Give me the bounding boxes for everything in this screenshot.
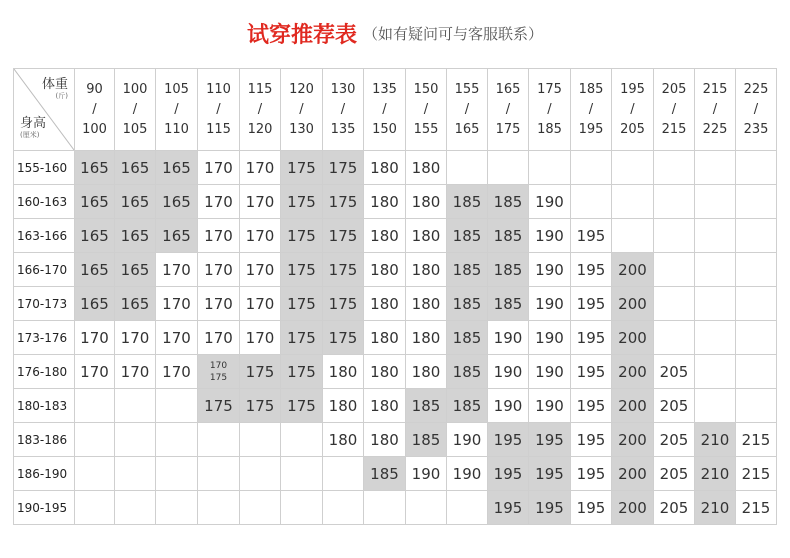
size-cell: 205 xyxy=(654,423,695,457)
height-range-label: 155-160 xyxy=(14,151,75,185)
size-cell: 195 xyxy=(529,457,571,491)
weight-header-part: / xyxy=(464,101,470,117)
size-cell xyxy=(654,151,695,185)
header-row xyxy=(14,69,777,151)
table-row xyxy=(14,355,777,389)
size-cell: 215 xyxy=(736,491,777,525)
size-table xyxy=(13,68,777,525)
weight-header-part: / xyxy=(132,101,138,117)
weight-column-header xyxy=(488,69,529,151)
size-cell: 175 xyxy=(281,185,323,219)
size-cell: 170 xyxy=(75,321,115,355)
height-range-label: 186-190 xyxy=(14,457,75,491)
size-cell: 165 xyxy=(75,253,115,287)
weight-header-part: / xyxy=(588,101,594,117)
size-cell: 175 xyxy=(323,321,364,355)
size-cell: 195 xyxy=(571,389,612,423)
size-cell: 200 xyxy=(612,423,654,457)
weight-header-part: 150 xyxy=(413,81,439,97)
weight-column-header xyxy=(364,69,406,151)
size-cell: 200 xyxy=(612,491,654,525)
page-title: 试穿推荐表 xyxy=(246,23,357,48)
size-cell: 170 xyxy=(75,355,115,389)
size-cell: 165 xyxy=(115,219,156,253)
size-cell: 170 xyxy=(156,287,198,321)
weight-header-part: / xyxy=(505,101,511,117)
weight-header-part: 135 xyxy=(330,121,356,137)
size-cell: 185 xyxy=(488,253,529,287)
size-cell: 200 xyxy=(612,457,654,491)
size-cell xyxy=(115,457,156,491)
height-range-label: 173-176 xyxy=(14,321,75,355)
weight-header-part: 100 xyxy=(82,121,107,137)
size-cell: 195 xyxy=(571,355,612,389)
size-cell: 175 xyxy=(281,219,323,253)
size-cell xyxy=(115,491,156,525)
size-cell: 180 xyxy=(364,253,406,287)
size-cell xyxy=(115,389,156,423)
height-unit: (厘米) xyxy=(20,131,40,139)
size-cell xyxy=(695,253,736,287)
size-cell: 170 xyxy=(198,253,240,287)
weight-header-part: 135 xyxy=(372,81,397,97)
size-cell: 170 xyxy=(115,355,156,389)
size-cell xyxy=(240,423,281,457)
size-cell: 200 xyxy=(612,389,654,423)
size-cell: 170 xyxy=(198,287,240,321)
size-cell: 195 xyxy=(529,423,571,457)
size-cell: 195 xyxy=(571,321,612,355)
size-cell: 195 xyxy=(488,491,529,525)
height-range-label: 160-163 xyxy=(14,185,75,219)
weight-header-part: / xyxy=(299,101,304,117)
size-cell: 175 xyxy=(281,355,323,389)
weight-header-part: 130 xyxy=(330,81,356,97)
size-cell xyxy=(323,457,364,491)
size-cell: 200 xyxy=(612,253,654,287)
size-cell: 170 175 xyxy=(198,355,240,389)
size-cell: 180 xyxy=(323,355,364,389)
size-cell xyxy=(156,423,198,457)
size-cell: 165 xyxy=(156,219,198,253)
weight-label: 体重 (斤) xyxy=(41,77,68,100)
size-cell xyxy=(281,491,323,525)
size-cell: 190 xyxy=(447,457,488,491)
size-cell: 180 xyxy=(406,321,447,355)
size-cell: 180 xyxy=(406,219,447,253)
weight-column-header xyxy=(406,69,447,151)
size-cell xyxy=(240,491,281,525)
size-cell: 185 xyxy=(447,185,488,219)
weight-header-part: 215 xyxy=(661,121,687,137)
page-subtitle: （如有疑问可与客服联系） xyxy=(363,25,544,43)
size-cell: 185 xyxy=(447,253,488,287)
size-cell: 180 xyxy=(323,423,364,457)
size-cell: 195 xyxy=(529,491,571,525)
table-row xyxy=(14,253,777,287)
size-cell: 170 xyxy=(156,355,198,389)
size-cell: 195 xyxy=(571,219,612,253)
height-range-label: 166-170 xyxy=(14,253,75,287)
weight-unit: (斤) xyxy=(55,92,68,100)
size-cell xyxy=(695,321,736,355)
height-range-label: 180-183 xyxy=(14,389,75,423)
size-cell: 165 xyxy=(115,287,156,321)
size-cell xyxy=(75,457,115,491)
size-cell: 165 xyxy=(75,219,115,253)
size-cell xyxy=(736,219,777,253)
weight-header-part: 195 xyxy=(620,81,645,97)
size-cell: 205 xyxy=(654,457,695,491)
weight-header-part: 225 xyxy=(743,81,769,97)
size-cell xyxy=(447,491,488,525)
size-cell xyxy=(571,151,612,185)
size-cell xyxy=(323,491,364,525)
size-cell: 210 xyxy=(695,491,736,525)
weight-column-header xyxy=(736,69,777,151)
size-cell xyxy=(736,287,777,321)
weight-header-part: 215 xyxy=(702,81,728,97)
weight-header-part: 205 xyxy=(661,81,687,97)
size-cell xyxy=(654,185,695,219)
size-cell xyxy=(488,151,529,185)
height-label: 身高 (厘米) xyxy=(20,116,47,139)
size-cell xyxy=(281,457,323,491)
size-cell: 200 xyxy=(612,321,654,355)
weight-column-header xyxy=(240,69,281,151)
weight-column-header xyxy=(529,69,571,151)
size-cell xyxy=(695,389,736,423)
weight-header-part: 130 xyxy=(289,121,314,137)
size-cell: 190 xyxy=(488,355,529,389)
size-cell xyxy=(654,287,695,321)
size-cell xyxy=(695,219,736,253)
size-cell xyxy=(75,389,115,423)
table-row xyxy=(14,219,777,253)
height-range-label: 176-180 xyxy=(14,355,75,389)
size-cell: 165 xyxy=(115,253,156,287)
table-row xyxy=(14,389,777,423)
size-cell: 215 xyxy=(736,457,777,491)
corner-cell xyxy=(14,69,75,151)
weight-column-header xyxy=(695,69,736,151)
size-cell: 175 xyxy=(323,253,364,287)
size-cell xyxy=(695,355,736,389)
weight-header-part: 205 xyxy=(620,121,645,137)
size-cell: 195 xyxy=(571,491,612,525)
height-range-label: 190-195 xyxy=(14,491,75,525)
size-cell: 165 xyxy=(115,151,156,185)
weight-column-header xyxy=(612,69,654,151)
weight-header-part: / xyxy=(547,101,552,117)
size-cell xyxy=(198,457,240,491)
size-cell: 195 xyxy=(488,423,529,457)
size-cell: 165 xyxy=(156,151,198,185)
size-cell xyxy=(240,457,281,491)
size-cell: 170 xyxy=(156,321,198,355)
size-cell: 175 xyxy=(240,355,281,389)
size-cell: 170 xyxy=(198,151,240,185)
weight-header-part: 175 xyxy=(537,81,562,97)
weight-header-part: / xyxy=(92,101,97,117)
weight-header-part: / xyxy=(257,101,263,117)
size-cell: 185 xyxy=(447,321,488,355)
table-row xyxy=(14,423,777,457)
size-cell: 170 xyxy=(240,151,281,185)
weight-header-part: 105 xyxy=(122,121,148,137)
size-cell xyxy=(571,185,612,219)
size-cell: 210 xyxy=(695,457,736,491)
size-cell: 170 xyxy=(198,321,240,355)
size-cell: 195 xyxy=(571,287,612,321)
weight-header-part: / xyxy=(671,101,677,117)
size-cell: 190 xyxy=(529,321,571,355)
size-cell: 180 xyxy=(364,355,406,389)
size-cell: 170 xyxy=(198,185,240,219)
size-cell: 185 xyxy=(447,219,488,253)
weight-header-part: 175 xyxy=(495,121,521,137)
size-cell xyxy=(198,423,240,457)
size-cell: 190 xyxy=(488,389,529,423)
size-cell xyxy=(736,321,777,355)
size-cell: 185 xyxy=(488,287,529,321)
size-cell xyxy=(156,491,198,525)
weight-header-part: 195 xyxy=(578,121,604,137)
size-cell: 205 xyxy=(654,355,695,389)
weight-column-header xyxy=(198,69,240,151)
size-cell: 175 xyxy=(323,287,364,321)
size-cell: 180 xyxy=(364,185,406,219)
size-cell: 215 xyxy=(736,423,777,457)
weight-header-part: 185 xyxy=(578,81,604,97)
size-cell: 175 xyxy=(281,253,323,287)
size-cell xyxy=(156,389,198,423)
size-cell: 170 xyxy=(156,253,198,287)
weight-header-part: / xyxy=(753,101,759,117)
size-cell: 210 xyxy=(695,423,736,457)
size-cell xyxy=(736,151,777,185)
weight-header-part: 90 xyxy=(86,81,103,97)
size-cell: 205 xyxy=(654,389,695,423)
size-cell xyxy=(115,423,156,457)
size-cell: 175 xyxy=(198,389,240,423)
size-cell: 195 xyxy=(571,423,612,457)
size-cell xyxy=(612,219,654,253)
size-cell xyxy=(695,185,736,219)
size-cell xyxy=(406,491,447,525)
table-row xyxy=(14,151,777,185)
size-cell: 200 xyxy=(612,287,654,321)
size-cell: 180 xyxy=(364,219,406,253)
size-cell: 165 xyxy=(156,185,198,219)
size-cell xyxy=(695,287,736,321)
size-cell: 190 xyxy=(529,219,571,253)
size-cell: 180 xyxy=(406,287,447,321)
chart-title xyxy=(0,18,790,58)
weight-header-part: / xyxy=(340,101,346,117)
size-cell: 185 xyxy=(447,287,488,321)
size-cell: 185 xyxy=(488,185,529,219)
weight-header-part: 120 xyxy=(289,81,314,97)
size-cell xyxy=(198,491,240,525)
size-cell xyxy=(654,321,695,355)
size-cell: 185 xyxy=(447,389,488,423)
size-cell: 170 xyxy=(115,321,156,355)
size-cell: 180 xyxy=(406,253,447,287)
weight-column-header xyxy=(447,69,488,151)
size-cell xyxy=(281,423,323,457)
size-cell: 180 xyxy=(364,423,406,457)
size-cell xyxy=(736,185,777,219)
size-cell: 175 xyxy=(281,321,323,355)
weight-header-part: 115 xyxy=(247,81,273,97)
size-cell: 175 xyxy=(281,389,323,423)
size-cell: 165 xyxy=(75,185,115,219)
table-row xyxy=(14,321,777,355)
size-cell xyxy=(447,151,488,185)
size-cell xyxy=(75,423,115,457)
size-cell: 190 xyxy=(529,185,571,219)
weight-header-part: 110 xyxy=(206,81,231,97)
weight-column-header xyxy=(281,69,323,151)
size-cell xyxy=(736,253,777,287)
weight-header-part: / xyxy=(216,101,221,117)
weight-header-part: 155 xyxy=(454,81,480,97)
weight-header-part: 235 xyxy=(743,121,769,137)
weight-header-part: 110 xyxy=(164,121,189,137)
size-cell xyxy=(612,185,654,219)
size-cell xyxy=(736,355,777,389)
size-cell: 170 xyxy=(240,321,281,355)
table-row xyxy=(14,457,777,491)
size-cell: 180 xyxy=(406,355,447,389)
weight-column-header xyxy=(654,69,695,151)
size-cell: 180 xyxy=(364,389,406,423)
weight-header-part: / xyxy=(423,101,429,117)
weight-header-part: 155 xyxy=(413,121,439,137)
size-cell: 190 xyxy=(529,253,571,287)
size-cell: 170 xyxy=(198,219,240,253)
table-row xyxy=(14,287,777,321)
size-cell: 175 xyxy=(323,185,364,219)
size-cell xyxy=(364,491,406,525)
size-cell: 175 xyxy=(240,389,281,423)
size-cell: 185 xyxy=(406,389,447,423)
size-cell xyxy=(612,151,654,185)
size-cell: 180 xyxy=(406,185,447,219)
size-cell: 180 xyxy=(323,389,364,423)
size-cell: 170 xyxy=(240,219,281,253)
size-cell xyxy=(529,151,571,185)
weight-column-header xyxy=(323,69,364,151)
weight-header-part: 100 xyxy=(122,81,148,97)
size-cell: 190 xyxy=(529,389,571,423)
weight-column-header xyxy=(571,69,612,151)
weight-header-part: 165 xyxy=(495,81,521,97)
size-cell: 190 xyxy=(447,423,488,457)
table-row xyxy=(14,185,777,219)
size-cell: 180 xyxy=(364,287,406,321)
size-cell: 185 xyxy=(364,457,406,491)
size-cell: 170 xyxy=(240,253,281,287)
size-cell: 175 xyxy=(281,287,323,321)
size-cell: 195 xyxy=(488,457,529,491)
size-cell xyxy=(654,253,695,287)
size-cell xyxy=(75,491,115,525)
height-range-label: 170-173 xyxy=(14,287,75,321)
size-cell: 170 xyxy=(240,287,281,321)
size-cell: 190 xyxy=(488,321,529,355)
weight-header-part: 150 xyxy=(372,121,397,137)
weight-header-part: 225 xyxy=(702,121,728,137)
size-cell: 180 xyxy=(406,151,447,185)
size-cell: 165 xyxy=(115,185,156,219)
size-cell: 185 xyxy=(447,355,488,389)
height-range-label: 183-186 xyxy=(14,423,75,457)
size-cell: 185 xyxy=(406,423,447,457)
size-cell xyxy=(695,151,736,185)
table-row xyxy=(14,491,777,525)
weight-header-part: 105 xyxy=(164,81,189,97)
weight-header-part: / xyxy=(712,101,718,117)
size-cell: 190 xyxy=(529,287,571,321)
size-cell xyxy=(736,389,777,423)
size-cell: 190 xyxy=(406,457,447,491)
size-cell: 170 xyxy=(240,185,281,219)
size-cell: 180 xyxy=(364,151,406,185)
size-cell: 165 xyxy=(75,151,115,185)
size-cell: 185 xyxy=(488,219,529,253)
size-cell: 175 xyxy=(323,151,364,185)
weight-column-header xyxy=(156,69,198,151)
weight-header-part: 185 xyxy=(537,121,562,137)
weight-column-header xyxy=(115,69,156,151)
size-cell xyxy=(654,219,695,253)
weight-header-part: 165 xyxy=(454,121,480,137)
size-cell: 195 xyxy=(571,253,612,287)
weight-header-part: / xyxy=(174,101,179,117)
size-cell: 205 xyxy=(654,491,695,525)
weight-header-part: 115 xyxy=(206,121,231,137)
weight-header-part: / xyxy=(630,101,635,117)
size-cell: 175 xyxy=(281,151,323,185)
size-cell: 165 xyxy=(75,287,115,321)
weight-header-part: / xyxy=(382,101,387,117)
size-cell: 200 xyxy=(612,355,654,389)
size-cell: 195 xyxy=(571,457,612,491)
weight-header-part: 120 xyxy=(247,121,273,137)
height-range-label: 163-166 xyxy=(14,219,75,253)
size-cell: 190 xyxy=(529,355,571,389)
size-cell xyxy=(156,457,198,491)
size-cell: 180 xyxy=(364,321,406,355)
weight-column-header xyxy=(75,69,115,151)
size-cell: 175 xyxy=(323,219,364,253)
